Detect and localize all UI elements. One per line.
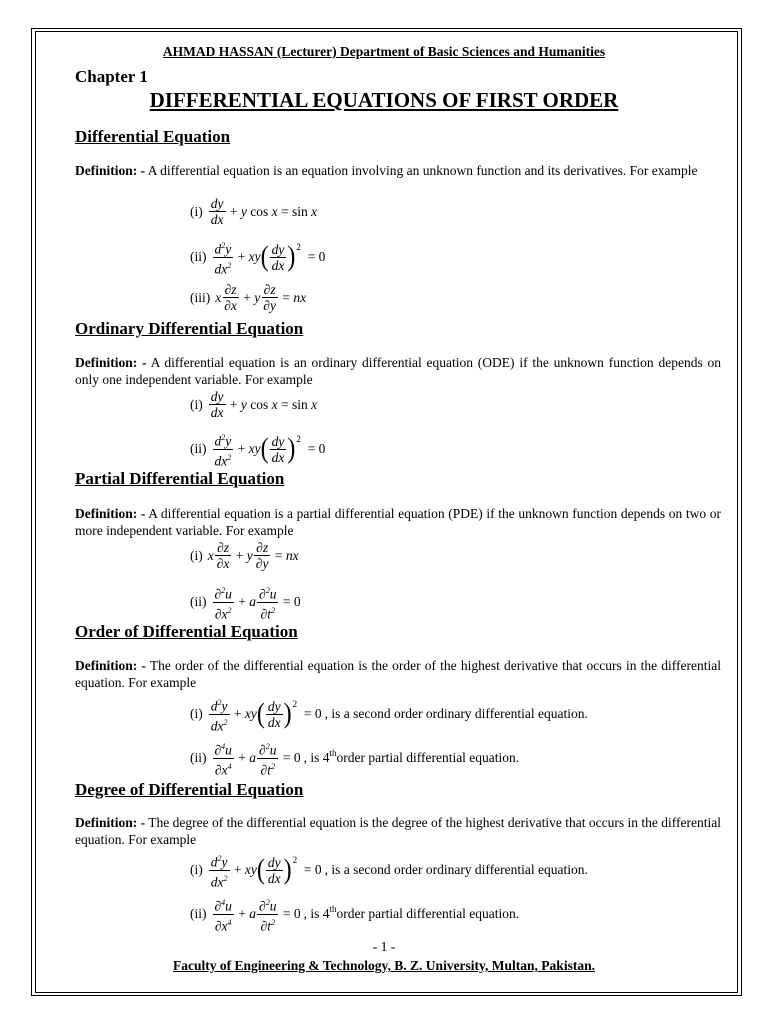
equation-label: (i) bbox=[190, 547, 203, 563]
page-header: AHMAD HASSAN (Lecturer) Department of Basic Sciences and Humanities bbox=[162, 44, 606, 59]
equation-label: (ii) bbox=[190, 906, 207, 921]
page-title: DIFFERENTIAL EQUATIONS OF FIRST ORDER bbox=[149, 88, 619, 112]
equation-label: (i) bbox=[190, 396, 203, 412]
definition-label: Definition: - bbox=[75, 355, 147, 370]
definition-differential-equation bbox=[75, 162, 721, 179]
equation-description-sup: th bbox=[329, 748, 337, 758]
equation-description-b: order partial differential equation. bbox=[336, 906, 520, 921]
equation-label: (iii) bbox=[190, 289, 211, 305]
equation-5-i: (i) $\frac{d^2y}{dx^2}$ + xy ( $\frac{dy}{dx}$ ) 2 = 0 , is a second order ordinary differential equation. bbox=[190, 851, 588, 889]
definition-text: A differential equation is an ordinary differential equation (ODE) if the unknown function depends on only one independent variable. For example bbox=[75, 355, 722, 387]
equation-label: (i) bbox=[190, 203, 203, 219]
equation-description: , is a second order ordinary differential equation. bbox=[324, 862, 588, 877]
definition-partial-differential-equation bbox=[75, 505, 721, 539]
equation-label: (ii) bbox=[190, 594, 207, 609]
section-heading-partial-differential-equation: Partial Differential Equation bbox=[75, 469, 285, 488]
equation-1-iii: (iii) x $\frac{\partial z}{\partial x}$ + y $\frac{\partial z}{\partial y}$ = nx bbox=[190, 282, 307, 313]
definition-text: The degree of the differential equation is the degree of the highest derivative that occurs in the differential equation. For example bbox=[75, 815, 721, 847]
equation-2-ii: (ii) $\frac{d^2y}{dx^2}$ + xy ( $\frac{dy}{dx}$ ) 2 = 0 bbox=[190, 430, 325, 468]
page-number: - 1 - bbox=[372, 939, 396, 954]
equation-1-i: (i) $\frac{dy}{dx}$ + y cos x = sin x bbox=[190, 196, 318, 227]
definition-label: Definition: - bbox=[75, 163, 146, 178]
section-heading-order-of-differential-equation: Order of Differential Equation bbox=[75, 622, 298, 641]
equation-1-ii: (ii) $\frac{d^2y}{dx^2}$ + xy ( $\frac{dy}{dx}$ ) 2 = 0 bbox=[190, 238, 325, 276]
equation-label: (ii) bbox=[190, 750, 207, 765]
definition-text: A differential equation is an equation involving an unknown function and its derivatives. For example bbox=[145, 163, 698, 178]
equation-3-ii: (ii) $\frac{\partial^2u}{\partial x^2}$ + a $\frac{\partial^2u}{\partial t^2}$ = 0 bbox=[190, 583, 301, 621]
definition-ordinary-differential-equation bbox=[75, 354, 721, 388]
equation-description-b: order partial differential equation. bbox=[336, 750, 520, 765]
equation-description-a: , is 4 bbox=[303, 906, 330, 921]
section-heading-differential-equation: Differential Equation bbox=[75, 127, 231, 146]
definition-text: A differential equation is a partial differential equation (PDE) if the unknown function depends on two or more independent variable. For example bbox=[75, 506, 721, 538]
equation-label: (ii) bbox=[190, 249, 207, 264]
equation-label: (i) bbox=[190, 706, 203, 721]
section-heading-ordinary-differential-equation: Ordinary Differential Equation bbox=[75, 319, 304, 338]
definition-label: Definition: - bbox=[75, 506, 146, 521]
definition-label: Definition: - bbox=[75, 815, 146, 830]
page-footer: Faculty of Engineering & Technology, B. Z. University, Multan, Pakistan. bbox=[173, 958, 595, 973]
section-heading-degree-of-differential-equation: Degree of Differential Equation bbox=[75, 780, 304, 799]
equation-5-ii: (ii) $\frac{\partial^4u}{\partial x^4}$ + a $\frac{\partial^2u}{\partial t^2}$ = 0 , is 4 th order partial differential equation. bbox=[190, 895, 519, 933]
equation-label: (ii) bbox=[190, 441, 207, 456]
definition-label: Definition: - bbox=[75, 658, 146, 673]
equation-3-i: (i) x $\frac{\partial z}{\partial x}$ + y $\frac{\partial z}{\partial y}$ = nx bbox=[190, 540, 299, 571]
equation-2-i: (i) $\frac{dy}{dx}$ + y cos x = sin x bbox=[190, 389, 318, 420]
equation-description-sup: th bbox=[329, 904, 337, 914]
equation-description-a: , is 4 bbox=[303, 750, 330, 765]
definition-text: The order of the differential equation is the order of the highest derivative that occurs in the differential equation. For example bbox=[75, 658, 721, 690]
equation-4-i: (i) $\frac{d^2y}{dx^2}$ + xy ( $\frac{dy}{dx}$ ) 2 = 0 , is a second order ordinary differential equation. bbox=[190, 695, 588, 733]
chapter-label: Chapter 1 bbox=[75, 67, 148, 86]
equation-label: (i) bbox=[190, 862, 203, 877]
definition-degree-of-differential-equation bbox=[75, 814, 721, 848]
definition-order-of-differential-equation bbox=[75, 657, 721, 691]
equation-4-ii: (ii) $\frac{\partial^4u}{\partial x^4}$ + a $\frac{\partial^2u}{\partial t^2}$ = 0 , is 4 th order partial differential equation. bbox=[190, 739, 519, 777]
equation-description: , is a second order ordinary differential equation. bbox=[324, 706, 588, 721]
